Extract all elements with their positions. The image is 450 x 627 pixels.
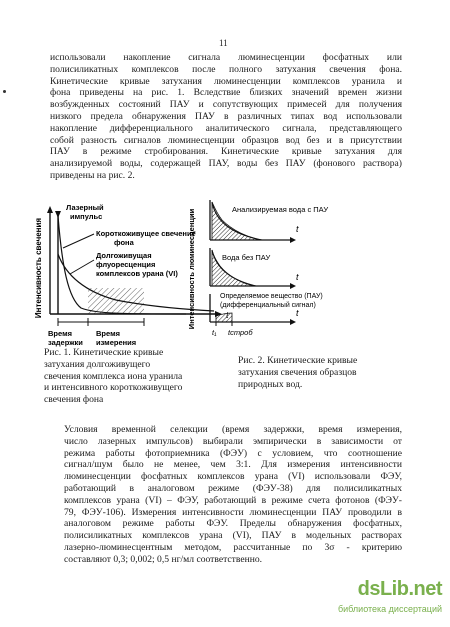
caption-line: и интенсивного короткоживущего bbox=[44, 382, 183, 394]
text-line: комплексов урана (VI) – ФЭУ, работающий в режиме счета фотонов (ФЭУ- bbox=[64, 494, 402, 506]
caption-line: затухания свечения образцов bbox=[238, 366, 357, 378]
panel-water-without-pah bbox=[210, 248, 299, 289]
caption-line: Рис. 1. Кинетические кривые bbox=[44, 347, 164, 358]
laser-pulse-label-1: Лазерный bbox=[66, 203, 104, 212]
pointer-line bbox=[63, 234, 94, 248]
figure-2 bbox=[188, 194, 398, 344]
measure-time-label-2: измерения bbox=[96, 338, 137, 347]
panel-3-label-2: (дифференциальный сигнал) bbox=[220, 302, 316, 309]
text-line: фона приведены на рис. 1. Вследствие близких значений времен жизни bbox=[50, 87, 402, 99]
x-axis-label: t bbox=[296, 272, 299, 282]
text-line: лазерно-люминесцентным методом, рассчитанные по 3σ - критерию bbox=[64, 541, 402, 553]
figure-2-plot bbox=[188, 194, 398, 344]
long-fluor-label-3: комплексов урана (VI) bbox=[96, 269, 178, 278]
y-axis-label: Интенсивность свечения bbox=[34, 217, 43, 319]
text-line: ПАУ в режиме стробирования. Кинетические кривые затухания для bbox=[50, 146, 402, 158]
watermark bbox=[337, 578, 446, 622]
paragraph-2 bbox=[50, 424, 402, 566]
x-axis-label: t bbox=[296, 308, 299, 318]
text-line: 79, ФЭУ-106). Измерения интенсивности люминесценции ПАУ проводили в bbox=[64, 506, 402, 518]
text-line: работающий в аналоговом режиме (ФЭУ-38) для полисиликатных bbox=[64, 482, 402, 494]
panel-analyzed-water bbox=[210, 200, 328, 243]
long-fluor-label-1: Долгоживущая bbox=[96, 251, 152, 260]
text-line: Кинетические кривые затухания люминесценции комплексов уранила и bbox=[50, 75, 402, 87]
long-fluor-label-2: флуоресценция bbox=[96, 260, 156, 269]
text-line: низкого предела обнаружения ПАУ в различных типах вод использовали bbox=[50, 110, 402, 122]
watermark-subtitle: библиотека диссертаций bbox=[337, 604, 442, 614]
paragraph-1 bbox=[50, 52, 402, 182]
short-glow-label-2: фона bbox=[114, 238, 134, 247]
panel-1-label: Анализируемая вода с ПАУ bbox=[232, 205, 329, 214]
text-line: возбужденных состояний ПАУ и сопутствующих примесей для получения bbox=[50, 99, 402, 111]
figure-2-caption bbox=[238, 355, 418, 390]
tick-t1: t₁ bbox=[212, 328, 217, 337]
pointer-line bbox=[70, 260, 94, 274]
short-glow-label-1: Короткоживущее свечение bbox=[96, 229, 196, 238]
page-number: 11 bbox=[219, 38, 228, 48]
text-line: полисиликатных комплексов после полного затухания свечения фона. bbox=[50, 63, 402, 75]
measurement-window bbox=[88, 288, 144, 314]
text-line: анализируемой воды, содержащей ПАУ, воды без ПАУ (фонового раствора) bbox=[50, 158, 402, 170]
figure-1-caption bbox=[44, 347, 224, 406]
text-line: аналоговом режиме работы ФЭУ. Пределы обнаружения фосфатных, bbox=[64, 518, 402, 530]
text-line: составляют 0,3; 0,002; 0,5 нг/мл соответственно. bbox=[64, 553, 263, 565]
y-axis-arrow bbox=[47, 206, 53, 213]
caption-line: свечения комплекса иона уранила bbox=[44, 370, 183, 382]
laser-pulse-label-2: импульс bbox=[70, 212, 103, 221]
caption-line: Рис. 2. Кинетические кривые bbox=[238, 355, 358, 366]
text-line: Условия временной селекции (время задержки, время измерения, bbox=[64, 424, 402, 435]
watermark-logo: dsLib.net bbox=[357, 578, 442, 600]
panel-differential-signal bbox=[210, 293, 323, 337]
text-line: сигнал/шум было не менее, чем 3:1. Для измерения интенсивности bbox=[64, 459, 402, 471]
text-line: накопление дифференциального аналитического сигнала, представляющего bbox=[50, 122, 402, 134]
text-line: люминесценции фосфатных комплексов урана (VI) использовали ФЭУ, bbox=[64, 471, 402, 483]
measure-time-label-1: Время bbox=[96, 329, 120, 338]
tick-tstrob: tстроб bbox=[228, 328, 253, 337]
panel-3-label-1: Определяемое вещество (ПАУ) bbox=[220, 293, 323, 300]
caption-line: свечения фона bbox=[44, 394, 104, 406]
delay-time-label-2: задержки bbox=[48, 338, 83, 347]
text-line: полисиликатных комплексов урана (VI), ПАУ в модельных растворах bbox=[64, 530, 402, 542]
caption-line: природных вод. bbox=[238, 378, 303, 390]
delay-time-label-1: Время bbox=[48, 329, 72, 338]
text-line: приведены на рис. 2. bbox=[50, 169, 135, 181]
caption-line: затухания долгоживущего bbox=[44, 358, 151, 370]
text-line: использовали накопление сигнала люминесценции фосфатных или bbox=[50, 52, 402, 63]
text-line: режима работы фотоприемника (ФЭУ) с условием, что соотношение bbox=[64, 447, 402, 459]
text-line: число лазерных импульсов) выбирали эмпирически в зависимости от bbox=[64, 435, 402, 447]
text-line: собой разность сигналов люминесценции образцов вод без и в присутствии bbox=[50, 134, 402, 146]
y-axis-label: Интенсивность люминесценции bbox=[187, 208, 196, 330]
page-speck bbox=[3, 90, 6, 93]
x-axis-label: t bbox=[296, 224, 299, 234]
panel-2-label: Вода без ПАУ bbox=[222, 253, 271, 262]
